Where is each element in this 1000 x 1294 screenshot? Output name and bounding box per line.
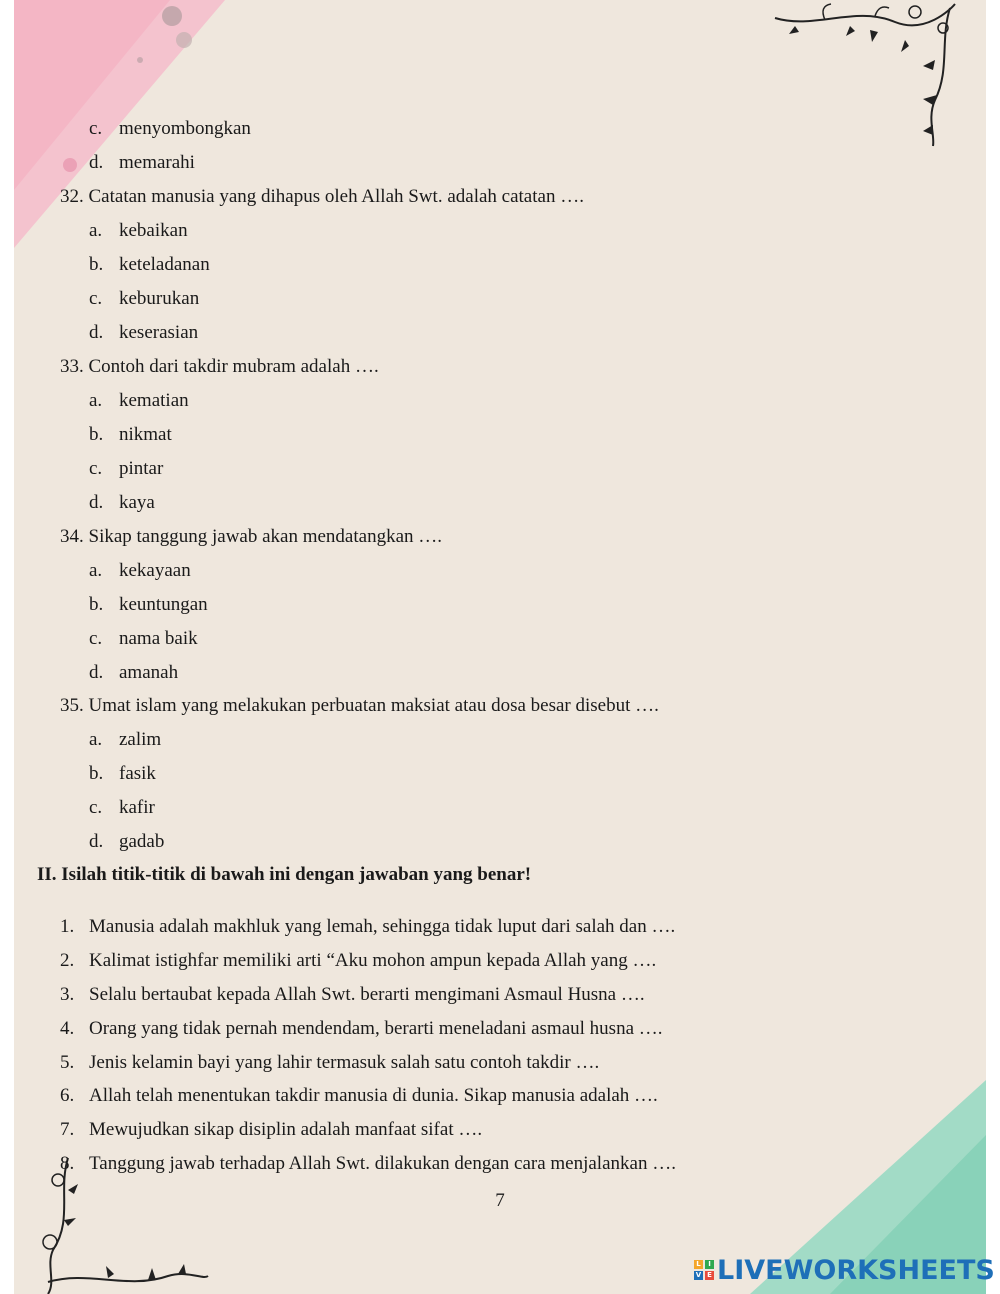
q34-option-b bbox=[89, 594, 208, 616]
option-letter: c. bbox=[89, 288, 103, 309]
option-letter: b. bbox=[89, 594, 104, 615]
option-text: keserasian bbox=[119, 322, 199, 343]
question-35 bbox=[60, 695, 659, 717]
question-34 bbox=[60, 526, 442, 548]
page-number: 7 bbox=[495, 1190, 505, 1211]
item-text: Kalimat istighfar memiliki arti “Aku mohon ampun kepada Allah yang …. bbox=[89, 950, 657, 971]
option-letter: c. bbox=[89, 797, 103, 818]
option-text: kaya bbox=[119, 492, 155, 513]
fill-item-3 bbox=[60, 984, 645, 1006]
option-letter: b. bbox=[89, 763, 104, 784]
option-text: memarahi bbox=[119, 152, 195, 173]
item-number: 1. bbox=[60, 916, 75, 937]
q35-option-a bbox=[89, 729, 161, 751]
option-text: kebaikan bbox=[119, 220, 188, 241]
option-letter: b. bbox=[89, 254, 104, 275]
q31-option-c bbox=[89, 118, 251, 140]
item-text: Orang yang tidak pernah mendendam, berarti meneladani asmaul husna …. bbox=[89, 1018, 663, 1039]
option-text: amanah bbox=[119, 662, 179, 683]
option-text: keuntungan bbox=[119, 594, 208, 615]
item-number: 8. bbox=[60, 1153, 75, 1174]
question-32 bbox=[60, 186, 584, 208]
q32-option-a bbox=[89, 220, 188, 242]
question-number: 34. bbox=[60, 526, 84, 547]
option-text: menyombongkan bbox=[119, 118, 251, 139]
floral-vine-ornament-top bbox=[765, 0, 965, 150]
option-text: kekayaan bbox=[119, 560, 191, 581]
fill-item-7 bbox=[60, 1119, 482, 1141]
q32-option-c bbox=[89, 288, 199, 310]
brand-grid-cell: V bbox=[695, 1271, 702, 1279]
option-letter: c. bbox=[89, 628, 103, 649]
option-letter: c. bbox=[89, 118, 103, 139]
option-letter: a. bbox=[89, 390, 103, 411]
item-text: Manusia adalah makhluk yang lemah, sehingga tidak luput dari salah dan …. bbox=[89, 916, 676, 937]
option-letter: d. bbox=[89, 662, 104, 683]
item-text: Jenis kelamin bayi yang lahir termasuk salah satu contoh takdir …. bbox=[89, 1052, 600, 1073]
liveworksheets-logo[interactable] bbox=[694, 1252, 995, 1288]
q33-option-d bbox=[89, 492, 155, 514]
question-text: Umat islam yang melakukan perbuatan maksiat atau dosa besar disebut …. bbox=[88, 695, 659, 716]
option-text: keburukan bbox=[119, 288, 200, 309]
q33-option-a bbox=[89, 390, 189, 412]
option-letter: d. bbox=[89, 492, 104, 513]
option-text: nama baik bbox=[119, 628, 198, 649]
q34-option-a bbox=[89, 560, 191, 582]
option-text: gadab bbox=[119, 831, 165, 852]
question-number: 35. bbox=[60, 695, 84, 716]
q34-option-c bbox=[89, 628, 198, 650]
option-letter: c. bbox=[89, 458, 103, 479]
q35-option-d bbox=[89, 831, 164, 853]
fill-item-5 bbox=[60, 1052, 599, 1074]
brand-grid-cell: L bbox=[694, 1260, 703, 1269]
option-text: fasik bbox=[119, 763, 156, 784]
item-number: 5. bbox=[60, 1052, 75, 1073]
item-number: 7. bbox=[60, 1119, 75, 1140]
item-text: Allah telah menentukan takdir manusia di dunia. Sikap manusia adalah …. bbox=[89, 1085, 658, 1106]
option-text: keteladanan bbox=[119, 254, 210, 275]
q33-option-b bbox=[89, 424, 172, 446]
item-number: 4. bbox=[60, 1018, 75, 1039]
brand-grid-icon bbox=[694, 1260, 714, 1280]
option-text: zalim bbox=[119, 729, 162, 750]
option-letter: d. bbox=[89, 322, 104, 343]
option-letter: a. bbox=[89, 220, 103, 241]
q35-option-c bbox=[89, 797, 155, 819]
item-number: 3. bbox=[60, 984, 75, 1005]
q31-option-d bbox=[89, 152, 195, 174]
option-text: kematian bbox=[119, 390, 189, 411]
question-text: Catatan manusia yang dihapus oleh Allah Swt. adalah catatan …. bbox=[88, 186, 584, 207]
option-text: kafir bbox=[119, 797, 155, 818]
fill-item-6 bbox=[60, 1085, 658, 1107]
question-number: 33. bbox=[60, 356, 84, 377]
fill-item-1 bbox=[60, 916, 675, 938]
item-number: 6. bbox=[60, 1085, 75, 1106]
option-letter: a. bbox=[89, 560, 103, 581]
question-text: Sikap tanggung jawab akan mendatangkan …. bbox=[88, 526, 443, 547]
fill-item-2 bbox=[60, 950, 656, 972]
option-text: nikmat bbox=[119, 424, 172, 445]
q33-option-c bbox=[89, 458, 163, 480]
q32-option-b bbox=[89, 254, 210, 276]
item-text: Selalu bertaubat kepada Allah Swt. berarti mengimani Asmaul Husna …. bbox=[89, 984, 645, 1005]
question-text: Contoh dari takdir mubram adalah …. bbox=[88, 356, 379, 377]
fill-item-4 bbox=[60, 1018, 663, 1040]
q32-option-d bbox=[89, 322, 198, 344]
option-letter: b. bbox=[89, 424, 104, 445]
q34-option-d bbox=[89, 662, 178, 684]
q35-option-b bbox=[89, 763, 156, 785]
item-number: 2. bbox=[60, 950, 75, 971]
option-letter: a. bbox=[89, 729, 103, 750]
brand-grid-cell: E bbox=[705, 1271, 714, 1280]
question-number: 32. bbox=[60, 186, 84, 207]
section-2-heading: II. Isilah titik-titik di bawah ini dengan jawaban yang benar! bbox=[37, 864, 532, 885]
fill-item-8 bbox=[60, 1153, 676, 1175]
question-33 bbox=[60, 356, 379, 378]
option-text: pintar bbox=[119, 458, 164, 479]
brand-grid-cell: I bbox=[705, 1260, 714, 1269]
option-letter: d. bbox=[89, 831, 104, 852]
item-text: Tanggung jawab terhadap Allah Swt. dilakukan dengan cara menjalankan …. bbox=[89, 1153, 676, 1174]
option-letter: d. bbox=[89, 152, 104, 173]
brand-text: LIVEWORKSHEETS bbox=[717, 1254, 995, 1286]
item-text: Mewujudkan sikap disiplin adalah manfaat sifat …. bbox=[89, 1119, 483, 1140]
